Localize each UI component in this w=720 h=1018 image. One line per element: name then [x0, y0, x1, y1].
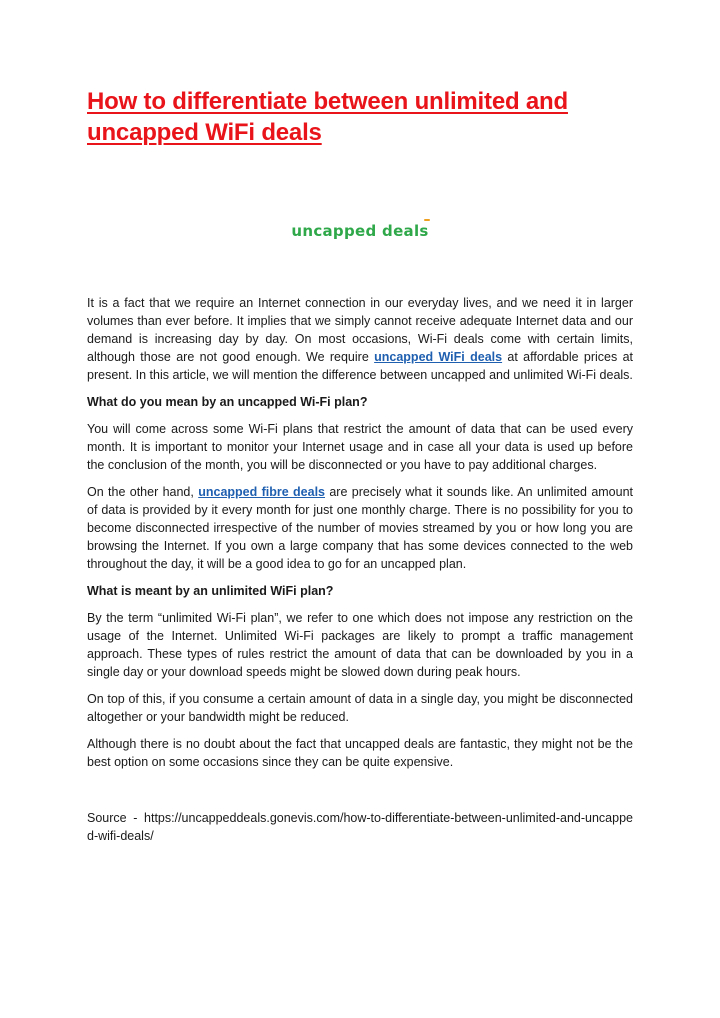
document-page [87, 86, 633, 845]
document-title: How to differentiate between unlimited and uncapped WiFi deals [87, 88, 568, 146]
logo-container [87, 222, 633, 246]
unlimited-paragraph-2: On top of this, if you consume a certain amount of data in a single day, you might be disconnected altogether or your bandwidth might be reduced. [87, 692, 633, 724]
uncapped-deals-logo [291, 222, 428, 240]
intro-paragraph [87, 294, 633, 384]
logo-accent-mark [424, 219, 430, 221]
logo-text: uncapped deals [291, 222, 429, 240]
uncapped-paragraph-1: You will come across some Wi-Fi plans that restrict the amount of data that can be used every month. It is important to monitor your Internet usage and in case all your data is used up before the conclusion of the month, you will be disconnected or you have to pay additional charges. [87, 422, 633, 472]
source-citation: Source - https://uncappeddeals.gonevis.com/how-to-differentiate-between-unlimited-and-uncapped-wifi-deals/ [87, 811, 633, 843]
uncapped-p2-text-after: are precisely what it sounds like. An unlimited amount of data is provided by it every month for just one monthly charge. There is no possibility for you to become disconnected irrespective of the number of movies streamed by you or how long you are browsing the Internet. If you own a large company that has some devices connected to the web throughout the day, it will be a good idea to go for an uncapped plan. [87, 485, 634, 571]
uncapped-wifi-deals-link[interactable]: uncapped WiFi deals [374, 350, 503, 364]
article-body [87, 294, 633, 771]
intro-text-before: It is a fact that we require an Internet connection in our everyday lives, and we need it in larger volumes than ever before. It implies that we simply cannot receive adequate Internet data and our demand is increasing day by day. On most occasions, Wi-Fi deals come with certain limits, although those are not good enough. We require [87, 296, 633, 364]
uncapped-paragraph-2 [87, 483, 633, 573]
uncapped-fibre-deals-link[interactable]: uncapped fibre deals [198, 485, 325, 499]
intro-text-after: at affordable prices at present. In this article, we will mention the difference between uncapped and unlimited Wi-Fi deals. [87, 350, 633, 382]
conclusion-paragraph: Although there is no doubt about the fact that uncapped deals are fantastic, they might not be the best option on some occasions since they can be quite expensive. [87, 737, 633, 769]
uncapped-p2-text-before: On the other hand, [87, 485, 199, 499]
unlimited-plan-heading: What is meant by an unlimited WiFi plan? [87, 584, 334, 598]
uncapped-plan-heading: What do you mean by an uncapped Wi-Fi plan? [87, 395, 368, 409]
unlimited-paragraph-1: By the term “unlimited Wi-Fi plan”, we refer to one which does not impose any restriction on the usage of the Internet. Unlimited Wi-Fi packages are likely to prompt a traffic management approach. These types of rules restrict the amount of data that can be downloaded by you in a single day or your download speeds might be slowed down during peak hours. [87, 611, 633, 679]
